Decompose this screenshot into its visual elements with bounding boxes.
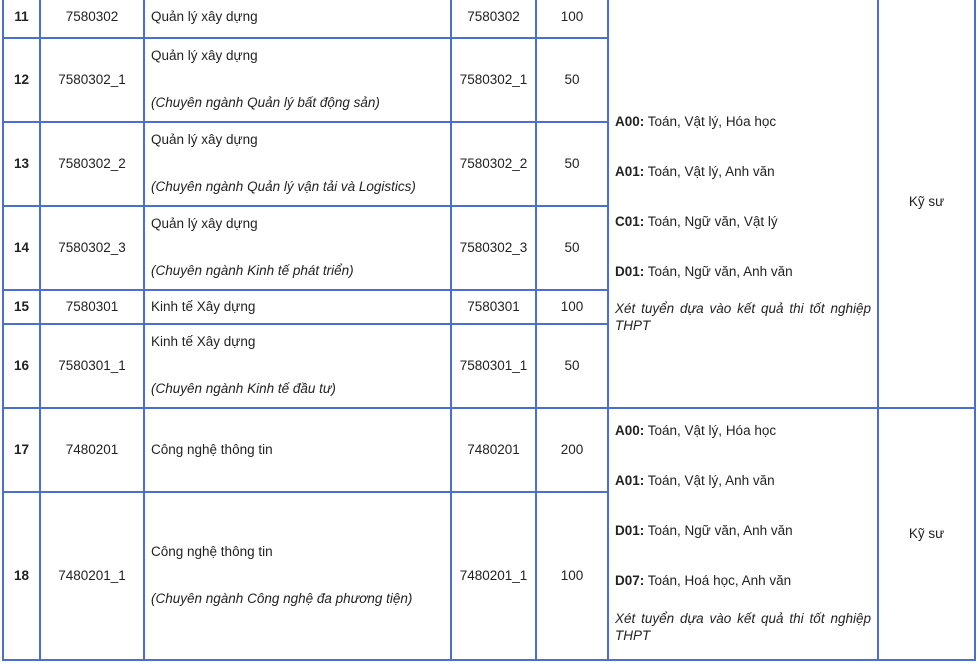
combo-item	[615, 423, 871, 440]
admission-code: 7480201_1	[451, 492, 536, 660]
combo-subjects: Toán, Vật lý, Hóa học	[644, 113, 777, 129]
major-specialization: (Chuyên ngành Kinh tế đầu tư)	[151, 381, 336, 396]
major-name-main: Quản lý xây dựng	[151, 216, 258, 232]
combo-subjects: Toán, Vật lý, Anh văn	[644, 163, 775, 179]
admission-code: 7580302_1	[451, 38, 536, 122]
combo-item	[615, 523, 871, 540]
subject-combinations-group-1	[608, 0, 878, 408]
degree: Kỹ sư	[878, 0, 975, 408]
major-name	[144, 492, 451, 660]
admission-code: 7480201	[451, 408, 536, 492]
admission-code: 7580302	[451, 0, 536, 38]
combo-item	[615, 573, 871, 590]
row-number: 17	[3, 408, 40, 492]
combo-subjects: Toán, Ngữ văn, Vật lý	[644, 213, 778, 229]
major-name	[144, 408, 451, 492]
major-name-main: Công nghệ thông tin	[151, 441, 273, 457]
combo-item	[615, 164, 871, 181]
combo-subjects: Toán, Ngữ văn, Anh văn	[644, 523, 793, 539]
major-name-main: Quản lý xây dựng	[151, 9, 258, 25]
major-specialization: (Chuyên ngành Kinh tế phát triển)	[151, 263, 354, 278]
quota: 100	[536, 0, 608, 38]
major-name	[144, 290, 451, 324]
major-name-main: Quản lý xây dựng	[151, 48, 258, 64]
major-code: 7580301	[40, 290, 144, 324]
subject-combinations-group-2	[608, 408, 878, 660]
combo-subjects: Toán, Hoá học, Anh văn	[644, 573, 792, 588]
table-row	[3, 0, 975, 38]
major-name-main: Kinh tế Xây dựng	[151, 334, 256, 350]
major-code: 7480201	[40, 408, 144, 492]
major-specialization: (Chuyên ngành Quản lý bất động sản)	[151, 95, 380, 110]
combo-subjects: Toán, Vật lý, Anh văn	[644, 473, 775, 489]
major-code: 7480201_1	[40, 492, 144, 660]
combo-code: D01:	[615, 263, 645, 279]
quota: 50	[536, 324, 608, 408]
major-name	[144, 206, 451, 290]
degree: Kỹ sư	[878, 408, 975, 660]
major-code: 7580302_2	[40, 122, 144, 206]
major-name-main: Công nghệ thông tin	[151, 544, 273, 560]
admission-code: 7580301_1	[451, 324, 536, 408]
combo-code: D01:	[615, 523, 645, 539]
admission-note: Xét tuyển dựa vào kết quả thi tốt nghiệp THPT	[615, 301, 871, 334]
row-number: 16	[3, 324, 40, 408]
combo-item	[615, 473, 871, 490]
row-number: 15	[3, 290, 40, 324]
combo-subjects: Toán, Vật lý, Hóa học	[644, 423, 777, 439]
major-specialization: (Chuyên ngành Quản lý vận tải và Logistics)	[151, 179, 416, 194]
admission-note: Xét tuyển dựa vào kết quả thi tốt nghiệp THPT	[615, 610, 871, 643]
admission-code: 7580301	[451, 290, 536, 324]
combo-code: A00:	[615, 113, 645, 129]
major-name	[144, 0, 451, 38]
major-code: 7580302_3	[40, 206, 144, 290]
major-name	[144, 38, 451, 122]
combo-code: C01:	[615, 213, 645, 229]
major-name	[144, 324, 451, 408]
major-code: 7580302_1	[40, 38, 144, 122]
major-name-main: Quản lý xây dựng	[151, 132, 258, 148]
admission-code: 7580302_2	[451, 122, 536, 206]
combo-code: A00:	[615, 423, 645, 439]
major-code: 7580301_1	[40, 324, 144, 408]
major-name	[144, 122, 451, 206]
combo-subjects: Toán, Ngữ văn, Anh văn	[644, 263, 793, 279]
table-row	[3, 408, 975, 492]
row-number: 13	[3, 122, 40, 206]
major-name-main: Kinh tế Xây dựng	[151, 298, 256, 314]
combo-code: A01:	[615, 473, 645, 489]
admission-code: 7580302_3	[451, 206, 536, 290]
quota: 100	[536, 290, 608, 324]
major-code: 7580302	[40, 0, 144, 38]
quota: 50	[536, 122, 608, 206]
row-number: 11	[3, 0, 40, 38]
combo-item	[615, 264, 871, 281]
row-number: 18	[3, 492, 40, 660]
combo-item	[615, 114, 871, 131]
row-number: 14	[3, 206, 40, 290]
quota: 100	[536, 492, 608, 660]
combo-code: D07:	[615, 573, 645, 588]
row-number: 12	[3, 38, 40, 122]
quota: 200	[536, 408, 608, 492]
quota: 50	[536, 38, 608, 122]
major-specialization: (Chuyên ngành Công nghệ đa phương tiện)	[151, 591, 413, 606]
quota: 50	[536, 206, 608, 290]
admission-table	[2, 0, 976, 661]
combo-item	[615, 214, 871, 231]
combo-code: A01:	[615, 163, 645, 179]
